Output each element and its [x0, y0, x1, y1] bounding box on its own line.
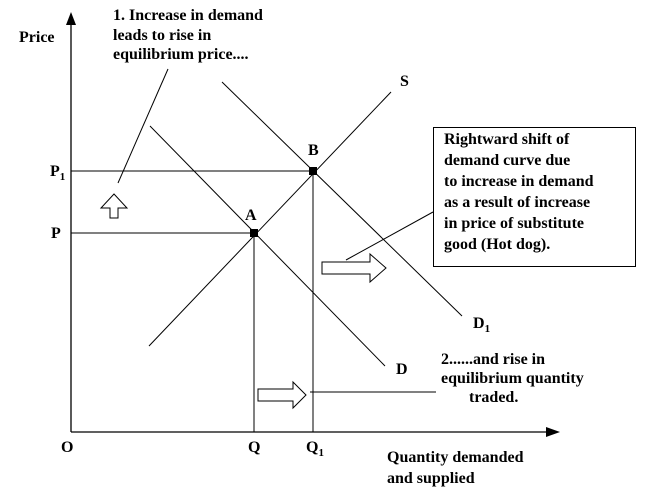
- point-label-b: B: [308, 142, 319, 159]
- equilibrium-point-b: [309, 167, 317, 175]
- tick-label-p1: $P_1$: [50, 163, 66, 183]
- supply-curve-label: S: [400, 73, 409, 90]
- tick-label-q1: $Q_1$: [306, 439, 324, 459]
- demand-shift-explanation-box: [433, 127, 636, 267]
- note-price-rise-line: equilibrium price....: [113, 46, 249, 63]
- note-quantity-rise-line: traded.: [469, 389, 519, 406]
- supply-curve: [149, 92, 391, 346]
- tick-label-p: P: [51, 225, 61, 242]
- y-axis-arrowhead: [66, 12, 76, 25]
- x-axis-label-line2: and supplied: [387, 470, 475, 487]
- demand-curve-d1: [222, 82, 462, 316]
- tick-label-q: Q: [248, 439, 261, 456]
- note-price-rise-line: leads to rise in: [113, 26, 212, 44]
- note-quantity-rise-line: 2......and rise in: [441, 351, 546, 368]
- equilibrium-point-a: [250, 229, 258, 237]
- box-line: demand curve due: [444, 152, 571, 169]
- box-line: good (Hot dog).: [444, 236, 551, 253]
- box-pointer: [346, 212, 433, 260]
- demand1-curve-label: $D_1$: [473, 315, 491, 335]
- origin-label: O: [61, 439, 74, 456]
- note-price-rise-line: 1. Increase in demand: [113, 7, 263, 24]
- note-quantity-rise-line: equilibrium quantity: [441, 370, 584, 387]
- note-quantity-rise: [441, 350, 584, 407]
- right-arrow-icon-bottom: [258, 382, 306, 408]
- point-label-a: A: [245, 207, 257, 224]
- box-line: in price of substitute: [444, 215, 584, 232]
- note1-pointer: [118, 69, 168, 183]
- demand-curve-label: D: [396, 361, 408, 378]
- x-axis-label-line1: Quantity demanded: [387, 449, 524, 466]
- box-line: to increase in demand: [444, 173, 594, 190]
- right-arrow-icon-middle: [322, 254, 386, 282]
- up-arrow-icon: [101, 194, 127, 218]
- x-axis-arrowhead: [546, 427, 560, 437]
- box-line: Rightward shift of: [444, 131, 570, 148]
- y-axis-label: Price: [19, 29, 55, 46]
- note-price-rise: [113, 6, 263, 65]
- box-line: as a result of increase: [444, 194, 591, 211]
- demand-curve-d: [150, 126, 385, 366]
